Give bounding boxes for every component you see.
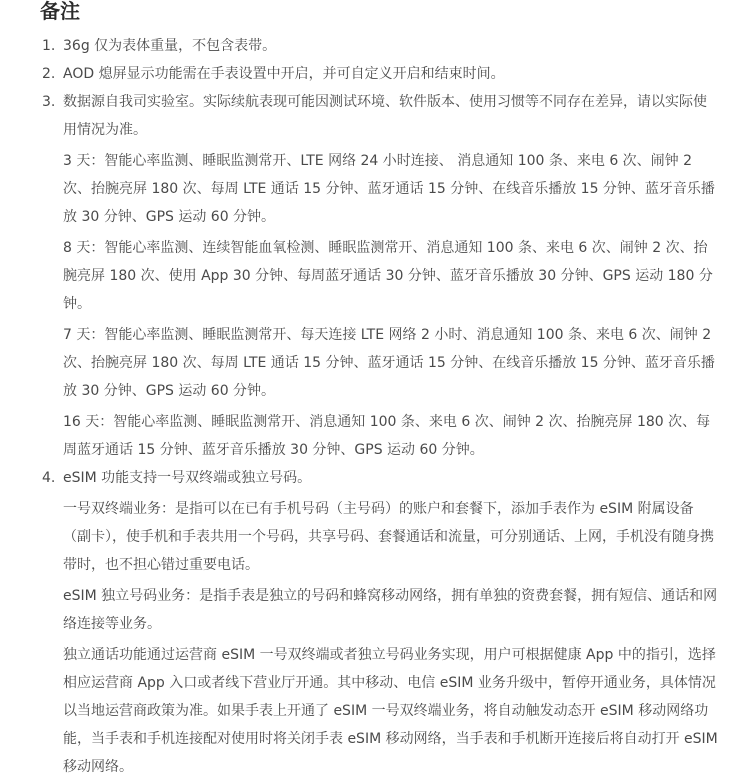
- note-text: 36g 仅为表体重量，不包含表带。: [63, 38, 277, 54]
- battery-scenario-16-days: 16 天：智能心率监测、睡眠监测常开、消息通知 100 条、来电 6 次、闹钟 2 次、抬腕亮屏 180 次、每周蓝牙通话 15 分钟、蓝牙音乐播放 30 分钟、GPS 运动 60 分钟。: [63, 414, 711, 458]
- note-text: 数据源自我司实验室。实际续航表现可能因测试环境、软件版本、使用习惯等不同存在差异，请以实际使用情况为准。: [63, 94, 707, 138]
- note-number: 1.: [42, 38, 56, 54]
- battery-scenario-7-days: 7 天：智能心率监测、睡眠监测常开、每天连接 LTE 网络 2 小时、消息通知 100 条、来电 6 次、闹钟 2 次、抬腕亮屏 180 次、每周 LTE 通话 15 分钟、蓝牙通话 15 分钟、在线音乐播放 15 分钟、蓝牙音乐播放 30 分钟、GPS 运动 60 分钟。: [63, 327, 715, 399]
- note-item-3: [42, 88, 718, 144]
- esim-independent-number: eSIM 独立号码业务：是指手表是独立的号码和蜂窝移动网络，拥有单独的资费套餐，拥有短信、通话和网络连接等业务。: [63, 588, 718, 632]
- note-item-2: [42, 60, 718, 88]
- note-text: AOD 熄屏显示功能需在手表设置中开启，并可自定义开启和结束时间。: [63, 66, 505, 82]
- note-number: 3.: [42, 94, 56, 110]
- esim-one-number-two-devices: 一号双终端业务：是指可以在已有手机号码（主号码）的账户和套餐下，添加手表作为 eSIM 附属设备（副卡），使手机和手表共用一个号码，共享号码、套餐通话和流量，可分别通话、上网，手机没有随身携带时，也不担心错过重要电话。: [63, 501, 714, 573]
- battery-scenario-8-days: 8 天：智能心率监测、连续智能血氧检测、睡眠监测常开、消息通知 100 条、来电 6 次、闹钟 2 次、抬腕亮屏 180 次、使用 App 30 分钟、每周蓝牙通话 30 分钟、蓝牙音乐播放 30 分钟、GPS 运动 180 分钟。: [63, 240, 713, 312]
- note-number: 4.: [42, 470, 56, 486]
- note-item-1: [42, 32, 718, 60]
- note-number: 2.: [42, 66, 56, 82]
- notes-list: [42, 32, 718, 781]
- notes-heading: 备注: [40, 0, 80, 23]
- note-text: eSIM 功能支持一号双终端或独立号码。: [63, 470, 312, 486]
- esim-activation-info: 独立通话功能通过运营商 eSIM 一号双终端或者独立号码业务实现，用户可根据健康 App 中的指引，选择相应运营商 App 入口或者线下营业厅开通。其中移动、电信 eSIM 业务升级中，暂停开通业务，具体情况以当地运营商政策为准。如果手表上开通了 eSIM 一号双终端业务，将自动触发动态开 eSIM 移动网络功能，当手表和手机连接配对使用时将关闭手表 eSIM 移动网络，当手表和手机断开连接后将自动打开 eSIM 移动网络。: [63, 647, 718, 775]
- battery-scenario-3-days: 3 天：智能心率监测、睡眠监测常开、LTE 网络 24 小时连接、 消息通知 100 条、来电 6 次、闹钟 2 次、抬腕亮屏 180 次、每周 LTE 通话 15 分钟、蓝牙通话 15 分钟、在线音乐播放 15 分钟、蓝牙音乐播放 30 分钟、GPS 运动 60 分钟。: [63, 153, 715, 225]
- note-item-4: [42, 464, 718, 492]
